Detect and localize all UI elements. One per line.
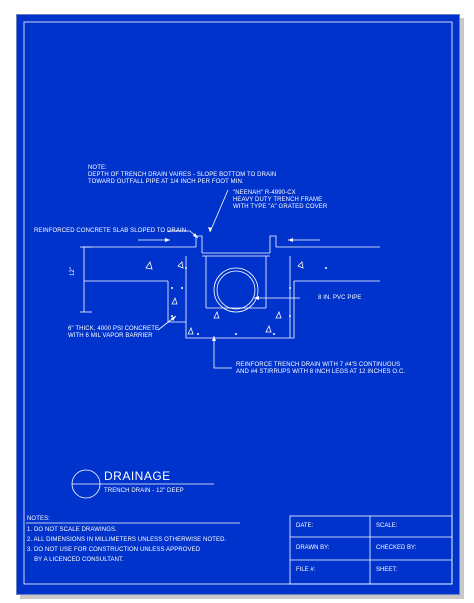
hatch-triangle	[178, 262, 183, 268]
rebar-dot	[171, 287, 173, 289]
notes-item: 2. ALL DIMENSIONS IN MILLIMETERS UNLESS OTHERWISE NOTED.	[27, 537, 227, 543]
note-heading: NOTE:	[88, 165, 107, 171]
hatch-triangle	[188, 328, 193, 334]
leader-frame	[210, 190, 228, 232]
titleblock-date: DATE:	[296, 523, 314, 529]
concrete-callout-line-1: 6" THICK, 4000 PSI CONCRETE	[68, 326, 160, 332]
hatch-triangle	[214, 312, 219, 318]
frame-left	[196, 236, 202, 253]
slab-callout: REINFORCED CONCRETE SLAB SLOPED TO DRAIN	[34, 228, 187, 234]
dimension-label: 12"	[70, 266, 76, 276]
arrow-head	[165, 238, 170, 242]
notes-item: 1. DO NOT SCALE DRAWINGS.	[27, 527, 117, 533]
rebar-dot	[273, 333, 275, 335]
rebar-dot	[171, 315, 173, 317]
concrete-callout-line-2: WITH 6 MIL VAPOR BARRIER	[68, 333, 153, 339]
note-line-2: TOWARD OUTFALL PIPE AT 1/4 INCH PER FOOT MIN.	[88, 179, 244, 185]
notes-item: BY A LICENCED CONSULTANT.	[27, 557, 124, 563]
concrete-encasement	[168, 281, 294, 338]
frame-callout-line-3: WITH TYPE "A" GRATED COVER	[233, 204, 328, 210]
rebar-dot	[197, 333, 199, 335]
hatch-triangle	[266, 326, 271, 332]
note-line-1: DEPTH OF TRENCH DRAIN VAIRES - SLOPE BOTTOM TO DRAIN	[88, 172, 277, 178]
arrow-head	[212, 336, 216, 341]
drawing-title: DRAINAGE	[104, 469, 171, 483]
notes-heading: NOTES:	[27, 516, 50, 522]
rebar-dot	[235, 333, 237, 335]
arrow-head	[288, 238, 293, 242]
reinforce-callout-line-1: REINFORCE TRENCH DRAIN WITH 7 #4'S CONTINUOUS	[236, 362, 401, 368]
notes-item: 3. DO NOT USE FOR CONSTRUCTION UNLESS APPROVED	[27, 547, 201, 553]
frame-right	[270, 236, 276, 253]
arrow-head	[254, 296, 259, 300]
rebar-dot	[289, 287, 291, 289]
frame-callout-line-2: HEAVY DUTY TRENCH FRAME	[233, 197, 323, 203]
pvc-pipe-outer	[214, 268, 258, 312]
hatch-triangle	[172, 298, 177, 304]
leader-reinforce	[214, 336, 232, 368]
hatch-triangle	[298, 262, 303, 268]
titleblock-drawn-by: DRAWN BY:	[296, 545, 330, 551]
rebar-dot	[181, 287, 183, 289]
rebar-dot	[289, 315, 291, 317]
titleblock-sheet: SHEET:	[376, 567, 398, 573]
pvc-pipe-inner	[217, 271, 255, 309]
inner-border	[24, 22, 452, 584]
titleblock-scale: SCALE:	[376, 523, 398, 529]
drawing-subtitle: TRENCH DRAIN - 12" DEEP	[104, 488, 184, 494]
frame-callout-line-1: "NEENAH" R-4990-CX	[233, 190, 296, 196]
rebar-dot	[325, 267, 327, 269]
pipe-callout: 8 IN. PVC PIPE	[318, 295, 362, 301]
titleblock-checked-by: CHECKED BY:	[376, 545, 417, 551]
hatch-triangle	[146, 262, 152, 269]
rebar-dot	[185, 267, 187, 269]
titleblock-file: FILE #:	[296, 567, 316, 573]
reinforce-callout-line-2: AND #4 STIRRUPS WITH 8 INCH LEGS AT 12 INCHES O.C.	[236, 369, 406, 375]
hatch-triangle	[276, 312, 281, 318]
